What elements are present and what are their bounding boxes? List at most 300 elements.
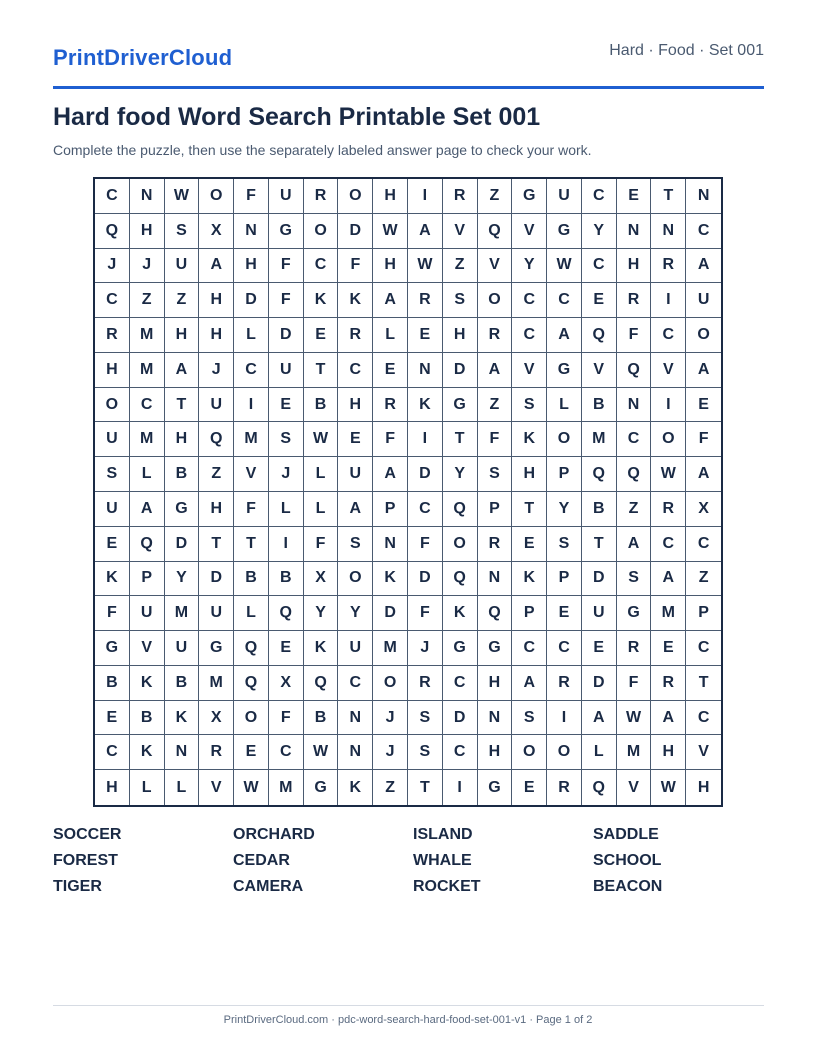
grid-cell: U (199, 388, 234, 423)
grid-cell: D (269, 318, 304, 353)
grid-cell: H (478, 666, 513, 701)
grid-cell: V (130, 631, 165, 666)
grid-cell: Q (582, 318, 617, 353)
grid-cell: C (686, 214, 721, 249)
grid-cell: Y (547, 492, 582, 527)
grid-cell: B (130, 701, 165, 736)
grid-cell: M (165, 596, 200, 631)
grid-cell: U (547, 179, 582, 214)
grid-cell: M (234, 422, 269, 457)
page-subtitle: Complete the puzzle, then use the separately labeled answer page to check your work. (53, 142, 592, 158)
grid-cell: Z (443, 249, 478, 284)
grid-cell: C (686, 527, 721, 562)
grid-cell: Z (478, 179, 513, 214)
grid-cell: B (582, 388, 617, 423)
grid-cell: D (234, 283, 269, 318)
grid-cell: S (95, 457, 130, 492)
grid-cell: V (686, 735, 721, 770)
grid-cell: O (547, 735, 582, 770)
grid-cell: K (130, 735, 165, 770)
grid-cell: C (547, 283, 582, 318)
grid-cell: A (512, 666, 547, 701)
grid-cell: H (651, 735, 686, 770)
grid-cell: Q (234, 666, 269, 701)
grid-cell: O (478, 283, 513, 318)
grid-cell: K (130, 666, 165, 701)
grid-cell: U (165, 249, 200, 284)
grid-cell: F (269, 249, 304, 284)
grid-cell: O (512, 735, 547, 770)
grid-cell: V (199, 770, 234, 805)
word-list-item: CAMERA (233, 878, 304, 895)
grid-cell: R (408, 283, 443, 318)
grid-cell: O (95, 388, 130, 423)
grid-cell: C (686, 631, 721, 666)
grid-cell: S (165, 214, 200, 249)
grid-cell: G (512, 179, 547, 214)
grid-cell: L (373, 318, 408, 353)
grid-cell: I (269, 527, 304, 562)
grid-cell: G (478, 631, 513, 666)
grid-cell: G (269, 214, 304, 249)
grid-cell: N (478, 562, 513, 597)
grid-cell: Z (617, 492, 652, 527)
grid-cell: N (338, 735, 373, 770)
grid-cell: S (408, 701, 443, 736)
word-list-item: SADDLE (593, 826, 659, 843)
grid-cell: T (512, 492, 547, 527)
grid-cell: J (130, 249, 165, 284)
grid-cell: C (582, 179, 617, 214)
word-list-item: ROCKET (413, 878, 481, 895)
grid-cell: Y (512, 249, 547, 284)
grid-cell: K (95, 562, 130, 597)
grid-cell: A (408, 214, 443, 249)
grid-cell: S (269, 422, 304, 457)
grid-cell: J (408, 631, 443, 666)
grid-cell: W (304, 735, 339, 770)
word-list-item: TIGER (53, 878, 102, 895)
grid-cell: V (443, 214, 478, 249)
brand-logo[interactable]: PrintDriverCloud (53, 45, 233, 70)
grid-cell: D (443, 353, 478, 388)
grid-cell: T (199, 527, 234, 562)
grid-cell: D (582, 666, 617, 701)
grid-cell: B (165, 666, 200, 701)
grid-cell: S (547, 527, 582, 562)
grid-cell: C (617, 422, 652, 457)
grid-cell: Q (478, 596, 513, 631)
grid-cell: A (686, 249, 721, 284)
grid-cell: P (130, 562, 165, 597)
page-header (53, 38, 764, 89)
grid-cell: H (199, 283, 234, 318)
grid-cell: K (304, 283, 339, 318)
grid-cell: A (373, 457, 408, 492)
grid-cell: P (478, 492, 513, 527)
grid-cell: I (547, 701, 582, 736)
grid-cell: S (512, 388, 547, 423)
grid-cell: R (408, 666, 443, 701)
grid-cell: A (651, 562, 686, 597)
grid-cell: Q (443, 562, 478, 597)
grid-cell: C (95, 179, 130, 214)
grid-cell: I (443, 770, 478, 805)
grid-cell: F (269, 701, 304, 736)
grid-cell: O (338, 562, 373, 597)
grid-cell: F (338, 249, 373, 284)
grid-cell: F (686, 422, 721, 457)
grid-cell: E (304, 318, 339, 353)
grid-cell: T (304, 353, 339, 388)
grid-cell: U (165, 631, 200, 666)
grid-cell: A (582, 701, 617, 736)
grid-cell: U (269, 179, 304, 214)
grid-cell: C (651, 527, 686, 562)
grid-cell: F (95, 596, 130, 631)
grid-cell: K (512, 562, 547, 597)
grid-cell: R (651, 492, 686, 527)
grid-cell: M (130, 318, 165, 353)
grid-cell: Q (582, 770, 617, 805)
grid-cell: Q (304, 666, 339, 701)
grid-cell: Z (165, 283, 200, 318)
grid-cell: W (373, 214, 408, 249)
grid-cell: V (512, 214, 547, 249)
grid-cell: A (651, 701, 686, 736)
grid-cell: X (199, 701, 234, 736)
grid-cell: M (373, 631, 408, 666)
grid-cell: D (373, 596, 408, 631)
grid-cell: H (165, 318, 200, 353)
grid-cell: D (165, 527, 200, 562)
grid-cell: W (651, 770, 686, 805)
grid-cell: O (547, 422, 582, 457)
grid-cell: N (373, 527, 408, 562)
grid-cell: A (199, 249, 234, 284)
grid-cell: A (547, 318, 582, 353)
grid-cell: H (130, 214, 165, 249)
grid-cell: E (373, 353, 408, 388)
grid-cell: N (408, 353, 443, 388)
grid-cell: C (582, 249, 617, 284)
grid-cell: G (165, 492, 200, 527)
grid-cell: Y (443, 457, 478, 492)
grid-cell: O (199, 179, 234, 214)
grid-cell: O (304, 214, 339, 249)
grid-cell: Y (165, 562, 200, 597)
grid-cell: R (651, 249, 686, 284)
grid-cell: W (408, 249, 443, 284)
grid-cell: H (338, 388, 373, 423)
grid-cell: F (617, 666, 652, 701)
grid-cell: L (269, 492, 304, 527)
grid-cell: D (408, 457, 443, 492)
grid-cell: T (651, 179, 686, 214)
grid-cell: X (304, 562, 339, 597)
grid-cell: Q (582, 457, 617, 492)
word-list-item: ISLAND (413, 826, 473, 843)
grid-cell: O (443, 527, 478, 562)
grid-cell: H (95, 353, 130, 388)
grid-cell: U (686, 283, 721, 318)
grid-cell: R (547, 666, 582, 701)
grid-cell: G (547, 353, 582, 388)
grid-cell: M (199, 666, 234, 701)
grid-cell: L (582, 735, 617, 770)
grid-cell: B (165, 457, 200, 492)
grid-cell: W (547, 249, 582, 284)
grid-cell: W (165, 179, 200, 214)
grid-cell: T (443, 422, 478, 457)
grid-cell: R (199, 735, 234, 770)
grid-cell: A (686, 353, 721, 388)
grid-cell: A (130, 492, 165, 527)
grid-cell: T (234, 527, 269, 562)
grid-cell: G (478, 770, 513, 805)
grid-cell: H (165, 422, 200, 457)
grid-cell: C (651, 318, 686, 353)
grid-cell: H (199, 492, 234, 527)
grid-cell: B (234, 562, 269, 597)
grid-cell: U (582, 596, 617, 631)
grid-cell: U (95, 422, 130, 457)
grid-cell: A (373, 283, 408, 318)
grid-cell: O (651, 422, 686, 457)
grid-cell: E (512, 527, 547, 562)
grid-cell: C (130, 388, 165, 423)
grid-cell: S (338, 527, 373, 562)
grid-cell: U (130, 596, 165, 631)
grid-cell: O (373, 666, 408, 701)
grid-cell: H (199, 318, 234, 353)
grid-cell: P (547, 562, 582, 597)
grid-cell: A (478, 353, 513, 388)
grid-cell: C (547, 631, 582, 666)
grid-cell: N (478, 701, 513, 736)
grid-cell: K (443, 596, 478, 631)
grid-cell: B (95, 666, 130, 701)
grid-cell: J (199, 353, 234, 388)
grid-cell: U (95, 492, 130, 527)
grid-cell: S (478, 457, 513, 492)
grid-cell: C (234, 353, 269, 388)
grid-cell: D (199, 562, 234, 597)
grid-cell: O (686, 318, 721, 353)
grid-cell: I (651, 283, 686, 318)
grid-cell: D (338, 214, 373, 249)
grid-cell: E (269, 388, 304, 423)
grid-cell: Q (478, 214, 513, 249)
grid-cell: H (443, 318, 478, 353)
grid-cell: M (130, 353, 165, 388)
grid-cell: T (686, 666, 721, 701)
grid-cell: C (269, 735, 304, 770)
grid-cell: C (95, 283, 130, 318)
grid-cell: I (408, 179, 443, 214)
grid-cell: Y (304, 596, 339, 631)
grid-cell: I (408, 422, 443, 457)
grid-cell: G (617, 596, 652, 631)
grid-cell: U (338, 631, 373, 666)
grid-cell: U (338, 457, 373, 492)
grid-cell: V (478, 249, 513, 284)
grid-cell: Z (199, 457, 234, 492)
grid-cell: R (338, 318, 373, 353)
grid-cell: J (373, 735, 408, 770)
grid-cell: V (651, 353, 686, 388)
grid-cell: N (686, 179, 721, 214)
grid-cell: R (478, 527, 513, 562)
grid-cell: V (512, 353, 547, 388)
grid-cell: S (512, 701, 547, 736)
grid-cell: C (443, 735, 478, 770)
grid-cell: C (95, 735, 130, 770)
grid-cell: V (582, 353, 617, 388)
grid-cell: R (304, 179, 339, 214)
grid-cell: G (443, 631, 478, 666)
grid-cell: C (512, 318, 547, 353)
grid-cell: H (478, 735, 513, 770)
grid-cell: H (95, 770, 130, 805)
word-list-item: SOCCER (53, 826, 122, 843)
grid-cell: F (234, 492, 269, 527)
grid-cell: S (617, 562, 652, 597)
grid-cell: B (304, 388, 339, 423)
grid-cell: E (269, 631, 304, 666)
grid-cell: Q (443, 492, 478, 527)
grid-cell: Q (199, 422, 234, 457)
word-list (53, 825, 773, 903)
page-footer: PrintDriverCloud.com · pdc-word-search-hard-food-set-001-v1 · Page 1 of 2 (223, 1014, 593, 1026)
grid-cell: U (199, 596, 234, 631)
grid-cell: B (582, 492, 617, 527)
grid-cell: N (165, 735, 200, 770)
grid-cell: Z (478, 388, 513, 423)
grid-cell: R (617, 631, 652, 666)
grid-cell: H (512, 457, 547, 492)
grid-cell: F (234, 179, 269, 214)
grid-cell: R (651, 666, 686, 701)
grid-cell: F (304, 527, 339, 562)
grid-cell: P (547, 457, 582, 492)
grid-cell: D (443, 701, 478, 736)
grid-cell: F (408, 596, 443, 631)
grid-cell: G (95, 631, 130, 666)
grid-cell: N (617, 388, 652, 423)
grid-cell: H (373, 179, 408, 214)
grid-cell: H (697, 778, 710, 796)
grid-cell: I (651, 388, 686, 423)
grid-cell: W (651, 457, 686, 492)
grid-cell: L (130, 457, 165, 492)
grid-cell: N (338, 701, 373, 736)
grid-cell: E (547, 596, 582, 631)
grid-cell: W (304, 422, 339, 457)
grid-cell: N (234, 214, 269, 249)
grid-cell: E (686, 388, 721, 423)
grid-cell: W (234, 770, 269, 805)
grid-cell: L (130, 770, 165, 805)
grid-cell: E (512, 770, 547, 805)
grid-cell: O (338, 179, 373, 214)
grid-cell: F (408, 527, 443, 562)
grid-cell: E (582, 631, 617, 666)
grid-cell: N (130, 179, 165, 214)
grid-cell: E (95, 527, 130, 562)
footer-divider (53, 1005, 764, 1006)
word-list-item: WHALE (413, 852, 472, 869)
grid-cell: U (269, 353, 304, 388)
grid-cell: E (651, 631, 686, 666)
grid-cell: Z (373, 770, 408, 805)
grid-cell: O (234, 701, 269, 736)
grid-cell: P (512, 596, 547, 631)
grid-cell: L (234, 596, 269, 631)
grid-cell: M (582, 422, 617, 457)
grid-cell: A (165, 353, 200, 388)
grid-cell: Y (582, 214, 617, 249)
grid-cell: G (199, 631, 234, 666)
word-list-item: ORCHARD (233, 826, 315, 843)
grid-cell: F (617, 318, 652, 353)
grid-cell: K (338, 770, 373, 805)
grid-cell: R (443, 179, 478, 214)
grid-cell: C (338, 353, 373, 388)
grid-cell: E (408, 318, 443, 353)
grid-cell: K (304, 631, 339, 666)
grid-cell: G (443, 388, 478, 423)
grid-cell: J (95, 249, 130, 284)
grid-cell: E (338, 422, 373, 457)
grid-cell: C (443, 666, 478, 701)
word-search-grid (93, 177, 723, 807)
grid-cell: X (269, 666, 304, 701)
grid-cell: I (234, 388, 269, 423)
grid-cell: Y (338, 596, 373, 631)
grid-cell: R (373, 388, 408, 423)
grid-cell: V (234, 457, 269, 492)
grid-cell: C (512, 631, 547, 666)
grid-cell: L (547, 388, 582, 423)
grid-cell: E (95, 701, 130, 736)
grid-cell: R (478, 318, 513, 353)
page-title: Hard food Word Search Printable Set 001 (53, 103, 541, 131)
grid-cell: M (617, 735, 652, 770)
grid-cell: R (547, 770, 582, 805)
grid-cell: C (408, 492, 443, 527)
grid-cell: A (617, 527, 652, 562)
grid-cell: E (582, 283, 617, 318)
grid-cell: C (338, 666, 373, 701)
grid-cell: E (617, 179, 652, 214)
grid-cell: B (269, 562, 304, 597)
grid-cell: D (582, 562, 617, 597)
grid-cell: E (234, 735, 269, 770)
grid-cell: Q (617, 353, 652, 388)
grid-cell: G (304, 770, 339, 805)
word-list-item: BEACON (593, 878, 663, 895)
grid-cell: B (304, 701, 339, 736)
grid-cell: H (617, 249, 652, 284)
grid-cell: L (304, 457, 339, 492)
grid-cell: L (165, 770, 200, 805)
grid-cell: T (582, 527, 617, 562)
grid-cell: T (165, 388, 200, 423)
grid-cell: X (199, 214, 234, 249)
grid-cell: F (478, 422, 513, 457)
grid-cell: N (651, 214, 686, 249)
